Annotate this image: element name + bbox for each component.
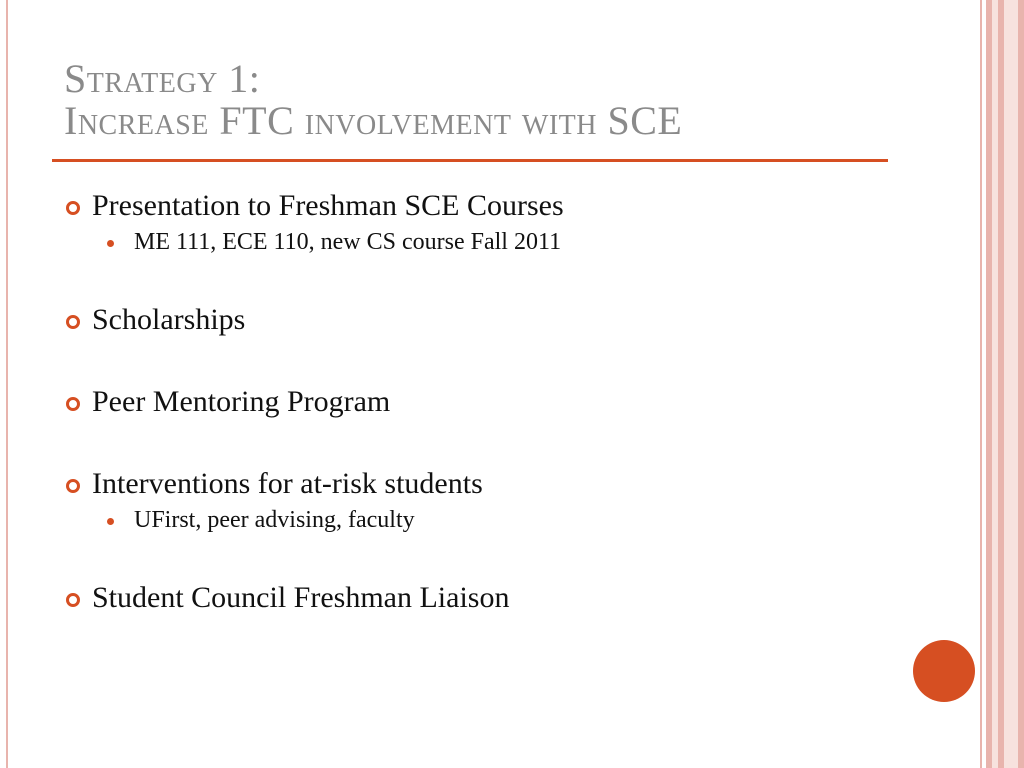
ring-bullet-icon — [66, 397, 80, 411]
ring-bullet-icon — [66, 315, 80, 329]
title-underline — [52, 159, 888, 162]
bullet-text: Scholarships — [92, 303, 246, 336]
sub-bullet-item — [64, 226, 904, 258]
bullet-text: Presentation to Freshman SCE Courses — [92, 189, 564, 222]
sub-bullet-item — [64, 504, 904, 536]
dot-bullet-icon — [107, 240, 114, 247]
ring-bullet-icon — [66, 479, 80, 493]
bullet-list — [64, 186, 904, 618]
stripe — [980, 0, 982, 768]
slide-title — [64, 58, 884, 142]
stripe — [1018, 0, 1024, 768]
title-line-2: Increase FTC involvement with SCE — [64, 98, 683, 143]
bullet-item — [64, 382, 904, 422]
left-border-line — [6, 0, 8, 768]
bullet-text: Interventions for at-risk students — [92, 467, 483, 500]
bullet-item — [64, 464, 904, 504]
decorative-circle — [913, 640, 975, 702]
ring-bullet-icon — [66, 593, 80, 607]
sub-bullet-text: UFirst, peer advising, faculty — [134, 507, 415, 533]
right-decorative-stripes — [980, 0, 1024, 768]
bullet-item — [64, 578, 904, 618]
bullet-text: Student Council Freshman Liaison — [92, 581, 510, 614]
stripe — [1004, 0, 1018, 768]
title-line-1: Strategy 1: — [64, 56, 261, 101]
bullet-item — [64, 186, 904, 226]
ring-bullet-icon — [66, 201, 80, 215]
sub-bullet-text: ME 111, ECE 110, new CS course Fall 2011 — [134, 229, 562, 255]
bullet-text: Peer Mentoring Program — [92, 385, 391, 418]
bullet-item — [64, 300, 904, 340]
dot-bullet-icon — [107, 518, 114, 525]
